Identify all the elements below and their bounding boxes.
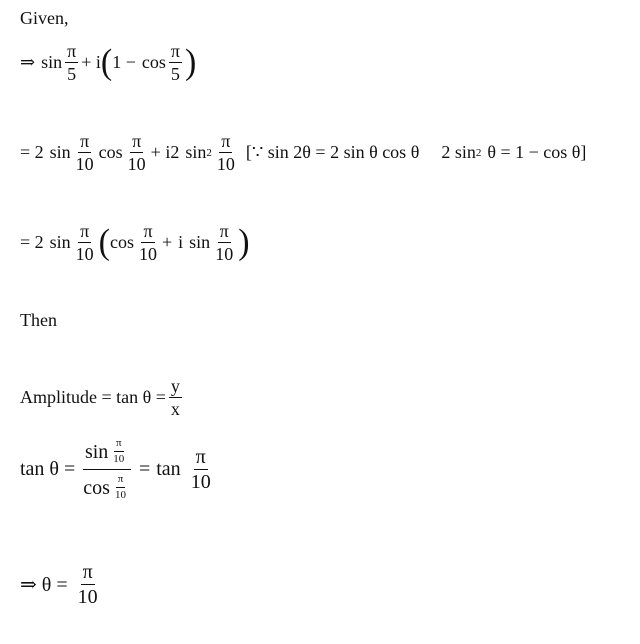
identity-part-1: [∵ sin 2θ = 2 sin θ cos θ <box>245 142 420 162</box>
fraction-pi-10-small <box>111 438 126 465</box>
fraction-pi-5 <box>65 42 78 83</box>
denominator: 10 <box>113 453 125 465</box>
denominator: 10 <box>75 244 94 264</box>
numerator: π <box>114 438 124 452</box>
cos-fn: cos <box>110 232 134 252</box>
close-paren: ) <box>184 42 197 82</box>
fraction-pi-10-final <box>76 562 100 607</box>
numerator: π <box>67 41 77 61</box>
identity-part-3: θ = 1 − cos θ] <box>487 142 587 162</box>
denominator: 5 <box>170 64 180 84</box>
fraction-pi-10-b <box>126 132 148 173</box>
equals-sign: = <box>138 458 151 480</box>
plus-i: + i <box>81 52 101 72</box>
denominator: 10 <box>127 154 146 174</box>
fraction-y-x <box>169 377 182 418</box>
numerator: π <box>195 446 206 468</box>
numerator: π <box>80 131 90 151</box>
numerator: π <box>116 474 126 488</box>
denominator: 10 <box>190 471 211 493</box>
given-label <box>20 8 69 29</box>
fraction-sin-over-cos <box>81 438 133 501</box>
numerator: π <box>221 131 231 151</box>
implies-symbol: ⇒ <box>20 52 36 72</box>
fraction-pi-10-result <box>189 447 213 492</box>
fraction-pi-10-b <box>137 222 159 263</box>
plus-i2: + i2 <box>150 142 180 162</box>
tan-fn: tan <box>156 458 181 480</box>
sin-fn: sin <box>185 142 207 162</box>
cos-fn: cos <box>141 52 166 72</box>
step-2: = 2 sin $\frac{\pi}{10}$ cos $\frac{\pi}{10}$ + i2 sin 2 $\frac{\pi}{10}$ [∵ sin 2θ = 2 sin θ cos θ 2 sin 2 θ = 1 − cos θ] <box>20 131 587 174</box>
sin-fn: sin <box>49 142 71 162</box>
tan-theta-text: tan θ = <box>20 458 76 480</box>
denominator-cos <box>81 470 133 501</box>
denominator: 10 <box>216 154 235 174</box>
open-paren: ( <box>100 42 113 82</box>
then-label <box>20 310 57 331</box>
numerator: π <box>170 41 180 61</box>
fraction-pi-5-b <box>169 42 182 83</box>
step-3 <box>20 222 250 263</box>
denominator: 10 <box>139 244 157 264</box>
numerator: π <box>132 131 142 151</box>
sin-fn: sin <box>84 440 109 463</box>
sin-fn: sin <box>189 232 211 252</box>
fraction-pi-10-c <box>213 222 235 263</box>
cos-fn: cos <box>83 476 110 499</box>
given-text: Given, <box>20 8 69 28</box>
close-paren: ) <box>238 222 250 262</box>
i-unit: i <box>178 232 184 252</box>
numerator: π <box>219 221 229 241</box>
amplitude-text: Amplitude = tan θ = <box>20 387 166 407</box>
plus-sign: + <box>162 232 173 252</box>
denominator: 10 <box>215 244 234 264</box>
fraction-pi-10-small-b <box>113 474 128 501</box>
denominator: 10 <box>114 489 126 501</box>
step-1 <box>20 42 196 83</box>
theta-result-line <box>20 562 103 607</box>
identity-part-2: 2 sin <box>441 142 476 162</box>
denominator: 5 <box>67 64 77 84</box>
open-paren: ( <box>98 222 110 262</box>
numerator-sin <box>83 438 131 470</box>
fraction-pi-10 <box>74 222 96 263</box>
tan-theta-line <box>20 438 216 501</box>
fraction-pi-10 <box>74 132 96 173</box>
cos-fn: cos <box>98 142 123 162</box>
denominator: 10 <box>75 154 94 174</box>
denominator: 10 <box>77 586 98 608</box>
numerator: π <box>80 221 90 241</box>
one-minus: 1 − <box>112 52 136 72</box>
numerator: π <box>82 561 93 583</box>
amplitude-line <box>20 377 185 418</box>
fraction-pi-10-c <box>215 132 237 173</box>
then-text: Then <box>20 310 57 330</box>
numerator: π <box>143 221 153 241</box>
sin-fn: sin <box>49 232 71 252</box>
sin-fn: sin <box>41 52 63 72</box>
equals-two: = 2 <box>20 142 44 162</box>
theta-eq-text: ⇒ θ = <box>20 574 68 596</box>
denominator: x <box>170 399 180 419</box>
numerator: y <box>170 376 180 396</box>
equals-two: = 2 <box>20 232 44 252</box>
